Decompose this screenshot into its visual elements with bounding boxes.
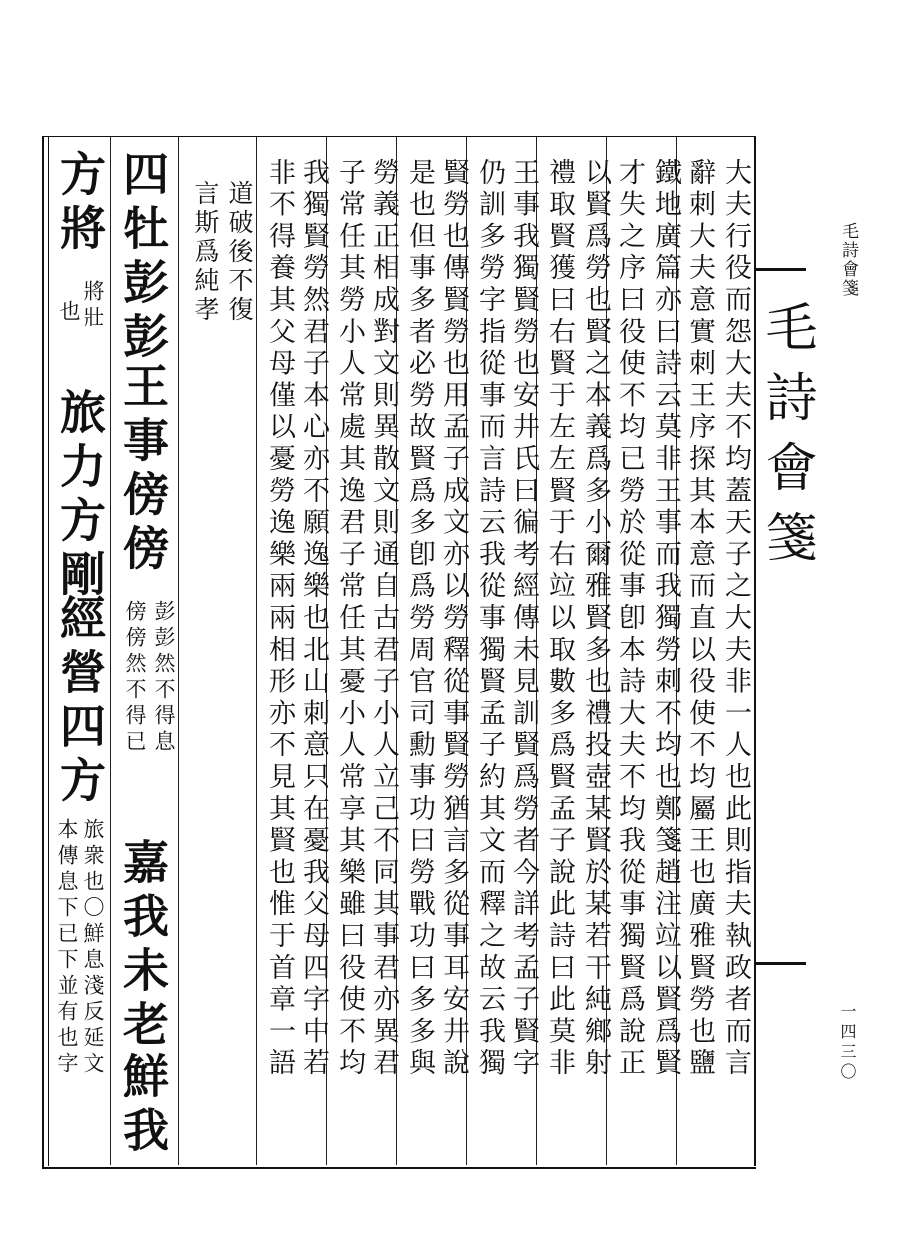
commentary-column: 辭刺大夫意實刺王序探其本意而直以役使不均屬王也廣雅賢勞也鹽 (684, 158, 715, 1081)
frame-inner-rule (48, 136, 49, 1166)
inline-note-left: 傍傍然不得已 (123, 600, 147, 756)
book-title: 毛詩會箋 (838, 222, 858, 298)
commentary-column: 子常任其勞小人常處其逸君子常任其憂小人常享其樂雖曰役使不均 (334, 158, 365, 1081)
commentary-column: 以賢爲勞也賢之本義爲多小爾雅賢多也禮投壺某賢於某若干純鄉射 (580, 158, 611, 1081)
inline-note-right: 旅衆也〇鮮息淺反延文 (81, 818, 105, 1078)
poem-text: 四牡彭彭 (116, 150, 170, 366)
poem-text: 王事傍傍 (116, 362, 170, 578)
poem-text: 經營四方 (53, 594, 107, 810)
commentary-column: 才失之序曰役使不均已勞於從事卽本詩大夫不均我從事獨賢爲說正 (614, 158, 645, 1081)
poem-text: 方將 (53, 150, 107, 258)
inline-note-right: 彭彭然不得息 (152, 600, 176, 756)
fishtail-bottom-mark (756, 962, 806, 965)
commentary-column: 王事我獨賢勞也安井氏曰徧考經傳未見訓賢爲勞者今詳考孟子賢字 (508, 158, 539, 1081)
commentary-column: 仍訓多勞字指從事而言詩云我從事獨賢孟子約其文而釋之故云我獨 (474, 158, 505, 1081)
commentary-column: 我獨賢勞然君子本心亦不願逸樂也北山刺意只在憂我父母四字中若 (298, 158, 329, 1081)
poem-text: 旅力方剛 (53, 388, 107, 604)
inline-note-right: 將壯 (81, 280, 105, 332)
closing-note-left: 言斯爲純孝 (191, 180, 220, 325)
column-rule (178, 137, 179, 1165)
frame-right-rule (754, 136, 756, 1166)
commentary-column: 禮取賢獲曰右賢于左左賢于右竝以取數多爲賢孟子說此詩曰此莫非 (544, 158, 575, 1081)
column-rule (256, 137, 257, 1165)
commentary-column: 是也但事多者必勞故賢爲多卽爲勞周官司勳事功曰勞戰功曰多多與 (404, 158, 435, 1081)
commentary-column: 鐵地廣篇亦曰詩云莫非王事而我獨勞刺不均也鄭箋趙注竝以賢爲賢 (650, 158, 681, 1081)
commentary-column: 非不得養其父母僅以憂勞逸樂兩兩相形亦不見其賢也惟于首章一語 (264, 158, 295, 1081)
inline-note-left: 也 (57, 300, 81, 326)
poem-text: 鮮我 (116, 1052, 170, 1160)
commentary-column: 勞義正相成對文則異散文則通自古君子小人立己不同其事君亦異君 (368, 158, 399, 1081)
series-title: 毛詩會箋 (756, 300, 816, 580)
closing-note-right: 道破後不復 (225, 180, 254, 325)
commentary-column: 賢勞也傳賢勞也用孟子成文亦以勞釋從事賢勞猶言多從事耳安井說 (438, 158, 469, 1081)
commentary-column: 大夫行役而怨大夫不均蓋天子之大夫非一人也此則指夫執政者而言 (720, 158, 751, 1081)
page-number: 一四三〇 (838, 1003, 857, 1083)
poem-text: 嘉我未老 (116, 838, 170, 1054)
fishtail-top-mark (756, 268, 806, 271)
column-rule (110, 137, 111, 1165)
inline-note-left: 本傳息下已下並有也字 (55, 818, 79, 1078)
